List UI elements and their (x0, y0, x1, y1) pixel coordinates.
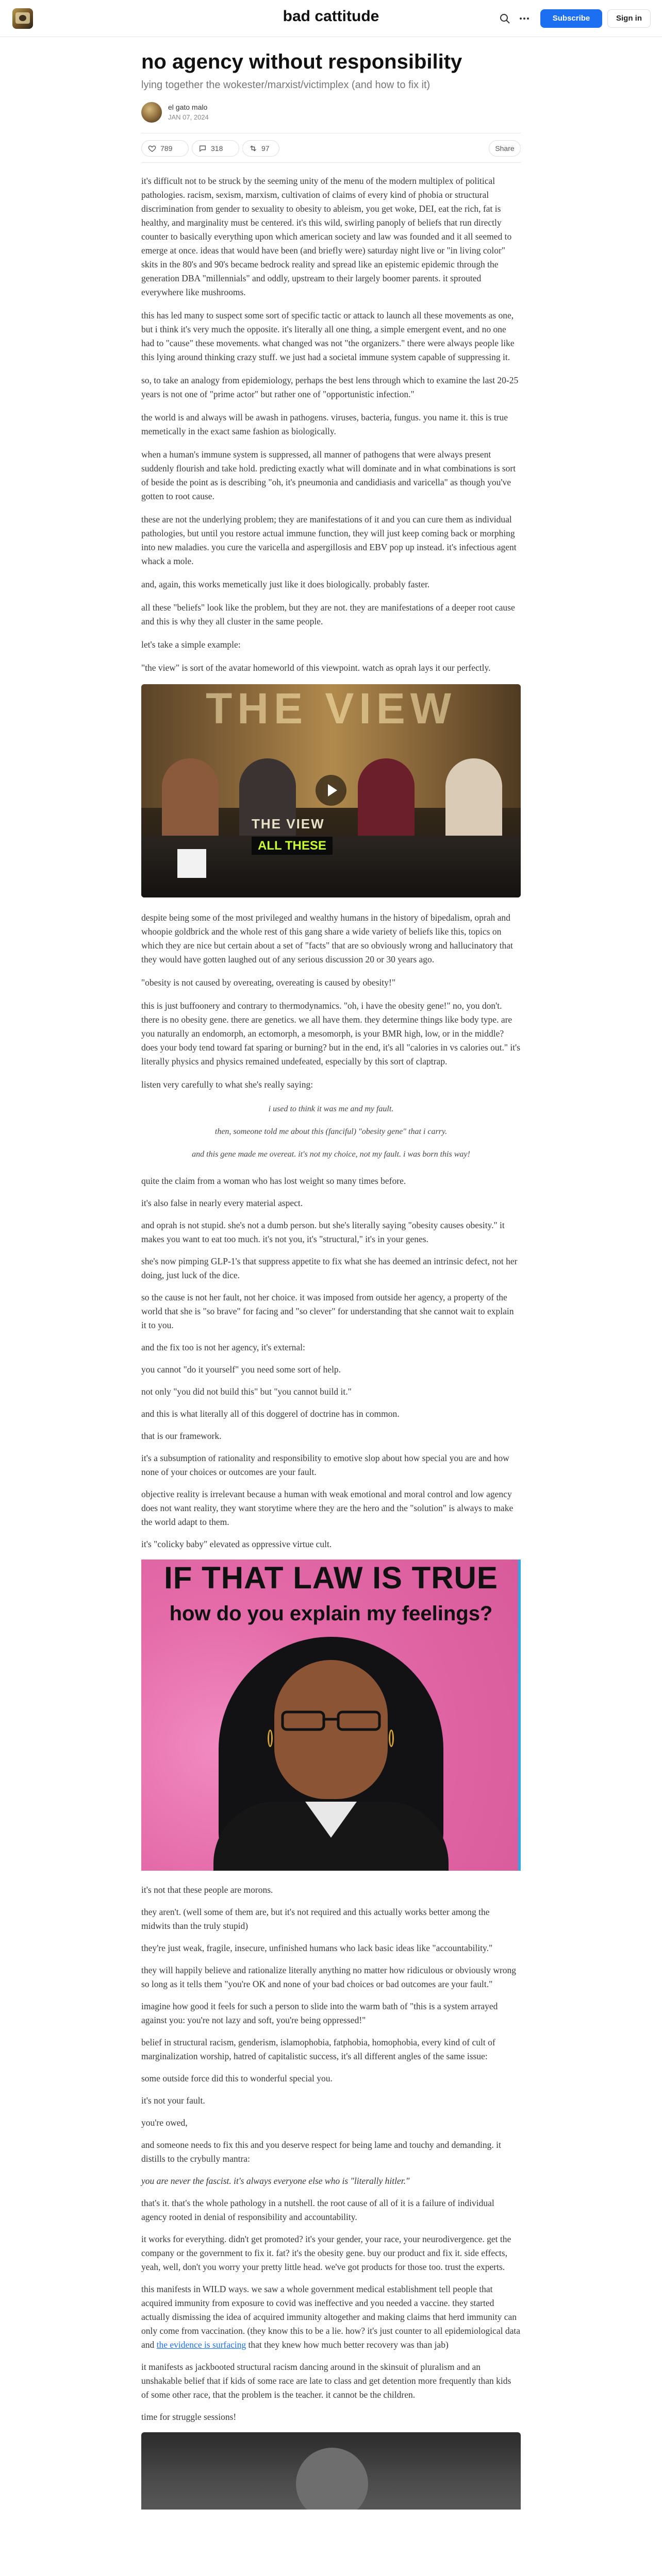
paragraph: quite the claim from a woman who has lost weight so many times before. (141, 1176, 406, 1186)
author-name[interactable]: el gato malo (168, 103, 208, 111)
paragraph: let's take a simple example: (141, 639, 241, 650)
search-icon[interactable] (499, 12, 511, 25)
paragraph: "obesity is not caused by overeating, overeating is caused by obesity!" (141, 977, 395, 988)
paragraph: that is our framework. (141, 1431, 222, 1441)
comment-button[interactable] (192, 140, 239, 157)
restack-icon (249, 144, 257, 152)
quote-line: then, someone told me about this (fanciful) "obesity gene" that i carry. (214, 1127, 448, 1136)
paragraph: these are not the underlying problem; they are manifestations of it and you can cure them as individual pathologies, but until you restore actual immune function, they will just keep coming back or morphing into new maladies. you cure the varicella and aspergillosis and EBV pop up instead. it's infectious agent whack a mole. (141, 514, 517, 566)
paragraph: so, to take an analogy from epidemiology, perhaps the best lens through which to examine the last 20-25 years is not one of "prime actor" but rather one of "opportunistic infection." (141, 375, 519, 399)
paragraph: this is just buffoonery and contrary to thermodynamics. "oh, i have the obesity gene!" no, you don't. there is no obesity gene. there are genetics. we all have them. they determine things like body type. are you naturally an endomorph, an ectomorph, a mesomorph, is your BMR high, low, or in the middle? does your body tend toward fat sparing or burning? but in the end, it's all "calories in vs calories out." it's literally physics and physics remained undefeated, especially by this sort of claptrap. (141, 1001, 521, 1066)
paragraph: objective reality is irrelevant because a human with weak emotional and moral control and low agency does not want reality, they want storytime where they are the hero and the "solution" is always to make the world adapt to them. (141, 1489, 514, 1527)
meme-subline: how do you explain my feelings? (169, 1602, 493, 1625)
video-embed-2[interactable] (141, 2432, 521, 2510)
video-qr-code (177, 849, 206, 878)
paragraph-text: this manifests in WILD ways. we saw a whole government medical establishment tell people that acquired immunity from exposure to covid was ineffective and you needed a vaccine. they started actually dismissing the idea of acquired immunity altogether and making claims that herd immunity can only come from vaccination. (they know this to be a lie. how? it's just counter to all epidemiological data and (141, 2284, 521, 2350)
paragraph: so the cause is not her fault, not her choice. it was imposed from outside her agency, a property of the world that she is "so brave" for facing and "so clever" for understanding that she cannot wait to explain it to you. (141, 1292, 514, 1330)
post-body (141, 174, 521, 2510)
glasses-icon (278, 1709, 384, 1733)
paragraph: it's not your fault. (141, 2095, 205, 2106)
paragraph: and the fix too is not her agency, it's external: (141, 1342, 305, 1352)
earring-icon (389, 1730, 394, 1747)
video-show-logo: THE VIEW (252, 816, 325, 832)
post-title: no agency without responsibility (141, 50, 462, 73)
post-date: JAN 07, 2024 (168, 113, 209, 121)
paragraph-text: that they knew how much better recovery was than jab) (246, 2340, 449, 2350)
quote-line: and this gene made me overeat. it's not my choice, not my fault. i was born this way! (192, 1150, 470, 1159)
video-caption-banner: ALL THESE (252, 837, 333, 855)
post-subtitle: lying together the wokester/marxist/victimplex (and how to fix it) (141, 79, 431, 91)
paragraph: it's not that these people are morons. (141, 1885, 273, 1895)
restack-count: 97 (261, 144, 270, 152)
article (141, 49, 521, 2510)
restack-button[interactable] (242, 140, 279, 157)
share-button[interactable]: Share (489, 140, 521, 157)
paragraph: despite being some of the most privileged and wealthy humans in the history of bipedalism, oprah and whoopie goldbrick and the whole rest of this gang share a wide variety of beliefs like this, topics on which they are nice but certain about a set of "facts" that are so obviously wrong and hallucinatory that they would have gotten laughed out of any serious discussion 20 or 30 years ago. (141, 912, 513, 964)
play-icon[interactable] (316, 775, 346, 806)
earring-icon (268, 1730, 273, 1747)
paragraph: and this is what literally all of this doggerel of doctrine has in common. (141, 1409, 400, 1419)
paragraph: you cannot "do it yourself" you need some sort of help. (141, 1364, 341, 1375)
paragraph: the world is and always will be awash in pathogens. viruses, bacteria, fungus. you name it. this is true memetically in the exact same fashion as biologically. (141, 412, 508, 436)
paragraph: all these "beliefs" look like the problem, but they are not. they are manifestations of a deeper root cause and this is why they all cluster in the same people. (141, 602, 515, 626)
comment-icon (198, 144, 207, 152)
byline (141, 102, 521, 123)
paragraph: they will happily believe and rationalize literally anything no matter how ridiculous or obviously wrong so long as it tells them "you're OK and none of your bad choices or bad outcomes are your fault." (141, 1965, 517, 1989)
video-set-sign: THE VIEW (205, 684, 456, 733)
paragraph: and someone needs to fix this and you deserve respect for being lame and touchy and demanding. it distills to the crybully mantra: (141, 2140, 501, 2164)
paragraph: it's a subsumption of rationality and responsibility to emotive slop about how special you are and how none of your choices or outcomes are your fault. (141, 1453, 509, 1477)
emphasis-line: you are never the fascist. it's always everyone else who is "literally hitler." (141, 2176, 410, 2186)
paragraph: this has led many to suspect some sort of specific tactic or attack to launch all these movements as one, but i think it's very much the opposite. it's literally all one thing, a simple emergent event, and no one had to "cause" these movements. what changed was not "the organizers." there were always people like this lying around thinking crazy stuff. we just had a societal immune system capable of suppressing it. (141, 310, 515, 362)
paragraph: not only "you did not build this" but "you cannot build it." (141, 1386, 352, 1397)
paragraph: you're owed, (141, 2117, 188, 2128)
video-embed[interactable] (141, 684, 521, 897)
paragraph: it's difficult not to be struck by the seeming unity of the menu of the modern multiplex of political pathologies. racism, sexism, marxism, cultivation of claims of every kind of phobia or structural discrimination from gender to sexuality to obesity to ableism, you get woke, DEI, eat the rich, fat is healthy, and marginality must be centered. it's this wild, swirling panoply of beliefs that run directly counter to basically everything upon which american society and law was founded and it all seemed to emerge at once. ideas that would have been (and briefly were) saturday night live or "in living color" skits in the 80's and 90's became bedrock reality and spread like an epistemic epidemic through the generation DBA "millennials" and oddly, upstream to their largely boomer parents. it sprouted everywhere like mushrooms. (141, 176, 512, 297)
paragraph: they aren't. (well some of them are, but it's not required and this actually works better among the midwits than the truly stupid) (141, 1907, 490, 1931)
meme-headline: IF THAT LAW IS TRUE (164, 1561, 498, 1595)
meme-image[interactable] (141, 1560, 521, 1871)
paragraph: time for struggle sessions! (141, 2412, 237, 2422)
paragraph: it's also false in nearly every material aspect. (141, 1198, 303, 1208)
video-2-figure (296, 2448, 368, 2510)
paragraph: listen very carefully to what she's really saying: (141, 1079, 313, 1090)
quote-line: i used to think it was me and my fault. (268, 1105, 394, 1113)
like-count: 789 (160, 144, 173, 152)
paragraph: they're just weak, fragile, insecure, unfinished humans who lack basic ideas like "accountability." (141, 1943, 493, 1953)
paragraph: and oprah is not stupid. she's not a dumb person. but she's literally saying "obesity causes obesity." it makes you want to eat too much. it's not you, it's "structural," it's in your genes. (141, 1220, 505, 1244)
top-bar (0, 0, 662, 37)
paragraph: it's "colicky baby" elevated as oppressive virtue cult. (141, 1539, 332, 1549)
signin-button[interactable]: Sign in (607, 9, 651, 28)
more-icon[interactable] (518, 12, 531, 25)
author-avatar[interactable] (141, 102, 162, 123)
like-button[interactable] (141, 140, 189, 157)
paragraph: "the view" is sort of the avatar homeworld of this viewpoint. watch as oprah lays it our perfectly. (141, 663, 491, 673)
subscribe-button[interactable]: Subscribe (540, 9, 602, 28)
heart-icon (148, 144, 156, 152)
paragraph: it works for everything. didn't get promoted? it's your gender, your race, your neurodivergence. get the company or the government to fix it. fat? it's the obesity gene. buy our product and fix it. side effects, yeah, well, don't you worry your pretty little head. we've got products for those too. trust the experts. (141, 2234, 511, 2272)
evidence-link[interactable]: the evidence is surfacing (156, 2340, 246, 2350)
paragraph: and, again, this works memetically just like it does biologically. probably faster. (141, 579, 430, 589)
paragraph: belief in structural racism, genderism, islamophobia, fatphobia, homophobia, every kind of cult of marginalization worship, hatred of capitalistic success, it's all different angles of the same issue: (141, 2037, 495, 2061)
post-actions (141, 133, 521, 163)
paragraph: when a human's immune system is suppressed, all manner of pathogens that were always present suddenly flourish and take hold. predicting exactly what will dominate and in what combinations is sort of beside the point as is describing "oh, it's pneumonia and candidiasis and varicella" as though you've gotten to root cause. (141, 449, 516, 501)
paragraph: that's it. that's the whole pathology in a nutshell. the root cause of all of it is a failure of individual agency rooted in denial of responsibility and accountability. (141, 2198, 494, 2222)
paragraph: some outside force did this to wonderful special you. (141, 2073, 333, 2083)
paragraph-with-link (141, 2282, 521, 2352)
comment-count: 318 (211, 144, 223, 152)
paragraph: she's now pimping GLP-1's that suppress appetite to fix what she has deemed an intrinsic defect, not her doing, just luck of the dice. (141, 1256, 518, 1280)
site-title[interactable]: bad cattitude (283, 8, 379, 25)
paragraph: it manifests as jackbooted structural racism dancing around in the skinsuit of pluralism and an unshakable belief that if kids of some race are late to class and get detention more frequently than kids of some other race, that the problem is the teacher. it cannot be the children. (141, 2362, 511, 2400)
quote-block (141, 1103, 521, 1161)
paragraph: imagine how good it feels for such a person to slide into the warm bath of "this is a system arrayed against you: you're not lazy and soft, you're being oppressed!" (141, 2001, 498, 2025)
image-edge (518, 1560, 521, 1871)
